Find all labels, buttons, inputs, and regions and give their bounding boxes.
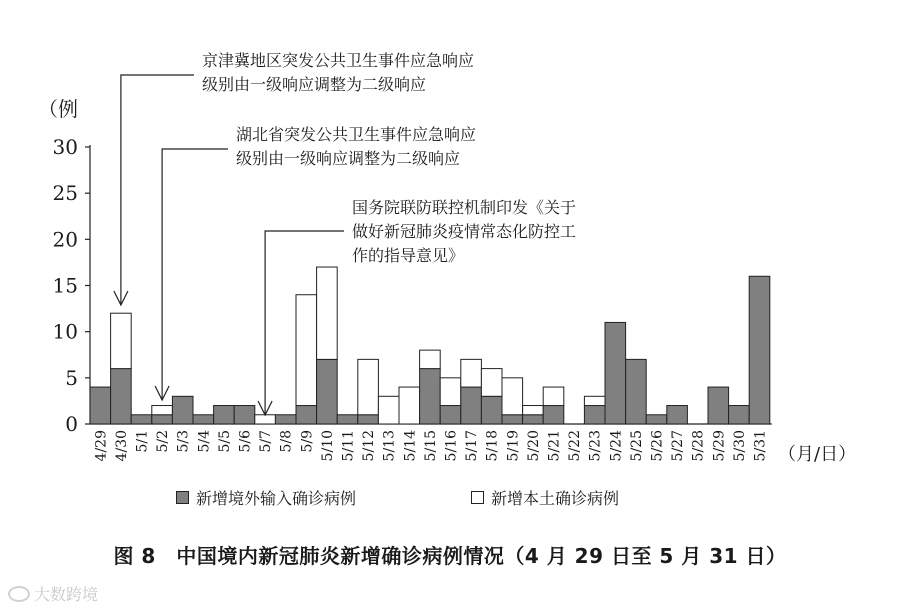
x-tick-label-5/23: 5/23 bbox=[587, 430, 604, 462]
bar-local-5/16 bbox=[440, 378, 461, 406]
x-tick-label-5/20: 5/20 bbox=[525, 430, 542, 462]
x-tick-label-5/28: 5/28 bbox=[690, 430, 707, 462]
x-tick-label-5/19: 5/19 bbox=[505, 430, 522, 462]
x-tick-label-5/7: 5/7 bbox=[258, 430, 275, 453]
x-tick-label-4/29: 4/29 bbox=[93, 430, 110, 462]
bar-imported-5/19 bbox=[502, 415, 523, 424]
annotation-arrow-line-5/2 bbox=[162, 149, 228, 400]
bar-imported-5/21 bbox=[543, 406, 564, 424]
x-tick-label-5/16: 5/16 bbox=[443, 430, 460, 462]
bar-local-5/14 bbox=[399, 387, 420, 424]
annotation-5/7-line-3: 作的指导意见》 bbox=[352, 246, 465, 265]
y-tick-label-15: 15 bbox=[52, 273, 78, 298]
x-tick-label-5/13: 5/13 bbox=[381, 430, 398, 462]
x-tick-label-5/26: 5/26 bbox=[649, 430, 666, 462]
bar-imported-5/26 bbox=[646, 415, 667, 424]
x-tick-label-5/9: 5/9 bbox=[299, 430, 316, 453]
x-tick-label-5/6: 5/6 bbox=[237, 430, 254, 453]
annotation-5/2-line-1: 湖北省突发公共卫生事件应急响应 bbox=[236, 125, 477, 144]
annotation-5/7-line-1: 国务院联防联控机制印发《关于 bbox=[352, 198, 577, 217]
x-tick-label-5/12: 5/12 bbox=[361, 430, 378, 462]
bar-local-5/2 bbox=[152, 406, 173, 415]
x-tick-label-5/21: 5/21 bbox=[546, 430, 563, 462]
bar-imported-5/9 bbox=[296, 406, 317, 424]
y-tick-label-25: 25 bbox=[52, 181, 78, 206]
bar-local-5/9 bbox=[296, 295, 317, 406]
x-tick-label-5/8: 5/8 bbox=[278, 430, 295, 453]
y-tick-label-20: 20 bbox=[52, 227, 78, 252]
x-tick-label-5/27: 5/27 bbox=[670, 430, 687, 462]
x-tick-label-5/22: 5/22 bbox=[567, 430, 584, 462]
legend-swatch-local bbox=[471, 491, 484, 504]
x-tick-label-5/14: 5/14 bbox=[402, 430, 419, 462]
bar-imported-4/30 bbox=[111, 369, 132, 424]
bar-imported-5/16 bbox=[440, 406, 461, 424]
x-tick-label-5/10: 5/10 bbox=[319, 430, 336, 462]
bar-imported-5/10 bbox=[317, 359, 338, 424]
x-tick-label-5/30: 5/30 bbox=[731, 430, 748, 462]
bar-imported-5/20 bbox=[523, 415, 544, 424]
x-tick-label-5/5: 5/5 bbox=[216, 430, 233, 453]
bar-imported-5/8 bbox=[275, 415, 296, 424]
bar-local-5/10 bbox=[317, 267, 338, 359]
bar-local-5/23 bbox=[584, 396, 605, 405]
x-tick-label-5/17: 5/17 bbox=[464, 430, 481, 462]
bar-imported-5/2 bbox=[152, 415, 173, 424]
x-tick-label-5/3: 5/3 bbox=[175, 430, 192, 453]
figure-caption: 图 8 中国境内新冠肺炎新增确诊病例情况（4 月 29 日至 5 月 31 日） bbox=[113, 544, 787, 568]
x-tick-label-5/11: 5/11 bbox=[340, 430, 357, 462]
annotation-4/30-line-2: 级别由一级响应调整为二级响应 bbox=[202, 75, 427, 94]
bar-imported-5/25 bbox=[626, 359, 647, 424]
legend-label-local: 新增本土确诊病例 bbox=[491, 489, 620, 508]
bar-local-5/21 bbox=[543, 387, 564, 405]
bar-imported-5/18 bbox=[481, 396, 502, 424]
legend-swatch-imported bbox=[176, 491, 189, 504]
bar-local-5/13 bbox=[378, 396, 399, 424]
bar-local-5/17 bbox=[461, 359, 482, 387]
y-tick-label-5: 5 bbox=[65, 365, 78, 390]
legend-item-local bbox=[471, 486, 619, 509]
bar-local-5/19 bbox=[502, 378, 523, 415]
bar-local-5/18 bbox=[481, 369, 502, 397]
y-tick-label-0: 0 bbox=[65, 412, 78, 436]
bar-imported-5/11 bbox=[337, 415, 358, 424]
bar-imported-5/24 bbox=[605, 322, 626, 424]
bar-local-4/30 bbox=[111, 313, 132, 368]
x-tick-label-5/1: 5/1 bbox=[134, 430, 151, 453]
bar-imported-5/5 bbox=[214, 406, 235, 424]
x-axis-unit-label: （月/日） bbox=[778, 444, 857, 465]
watermark-text: 大数跨境 bbox=[34, 585, 99, 604]
bar-local-5/12 bbox=[358, 359, 379, 414]
bar-imported-5/4 bbox=[193, 415, 214, 424]
bar-imported-5/30 bbox=[729, 406, 750, 424]
x-tick-label-5/31: 5/31 bbox=[752, 430, 769, 462]
x-tick-label-5/24: 5/24 bbox=[608, 430, 625, 462]
x-tick-label-5/2: 5/2 bbox=[155, 430, 172, 453]
annotation-arrow-line-4/30 bbox=[121, 75, 194, 305]
x-tick-label-5/4: 5/4 bbox=[196, 430, 213, 453]
x-tick-label-5/29: 5/29 bbox=[711, 430, 728, 462]
bar-imported-5/3 bbox=[172, 396, 193, 424]
annotation-4/30-line-1: 京津冀地区突发公共卫生事件应急响应 bbox=[202, 51, 475, 70]
bar-imported-5/12 bbox=[358, 415, 379, 424]
annotation-5/2-line-2: 级别由一级响应调整为二级响应 bbox=[236, 149, 461, 168]
bar-imported-5/23 bbox=[584, 406, 605, 424]
x-tick-label-5/25: 5/25 bbox=[628, 430, 645, 462]
y-tick-label-10: 10 bbox=[52, 319, 78, 344]
bar-imported-5/31 bbox=[749, 276, 770, 424]
y-tick-label-30: 30 bbox=[52, 135, 78, 159]
x-tick-label-5/15: 5/15 bbox=[422, 430, 439, 462]
legend-item-imported bbox=[176, 486, 356, 509]
x-tick-label-5/18: 5/18 bbox=[484, 430, 501, 462]
legend-label-imported: 新增境外输入确诊病例 bbox=[196, 489, 357, 508]
bar-imported-5/15 bbox=[420, 369, 441, 424]
bar-imported-5/29 bbox=[708, 387, 729, 424]
bar-imported-5/27 bbox=[667, 406, 688, 424]
annotation-5/7-line-2: 做好新冠肺炎疫情常态化防控工 bbox=[352, 222, 577, 241]
bar-local-5/15 bbox=[420, 350, 441, 368]
bar-local-5/20 bbox=[523, 406, 544, 415]
y-axis-label: （例 bbox=[38, 97, 78, 121]
bar-imported-5/1 bbox=[131, 415, 152, 424]
bar-imported-5/6 bbox=[234, 406, 255, 424]
watermark-logo-icon bbox=[8, 586, 30, 602]
bar-imported-4/29 bbox=[90, 387, 111, 424]
x-tick-label-4/30: 4/30 bbox=[113, 430, 130, 462]
watermark bbox=[8, 582, 98, 605]
bar-imported-5/17 bbox=[461, 387, 482, 424]
